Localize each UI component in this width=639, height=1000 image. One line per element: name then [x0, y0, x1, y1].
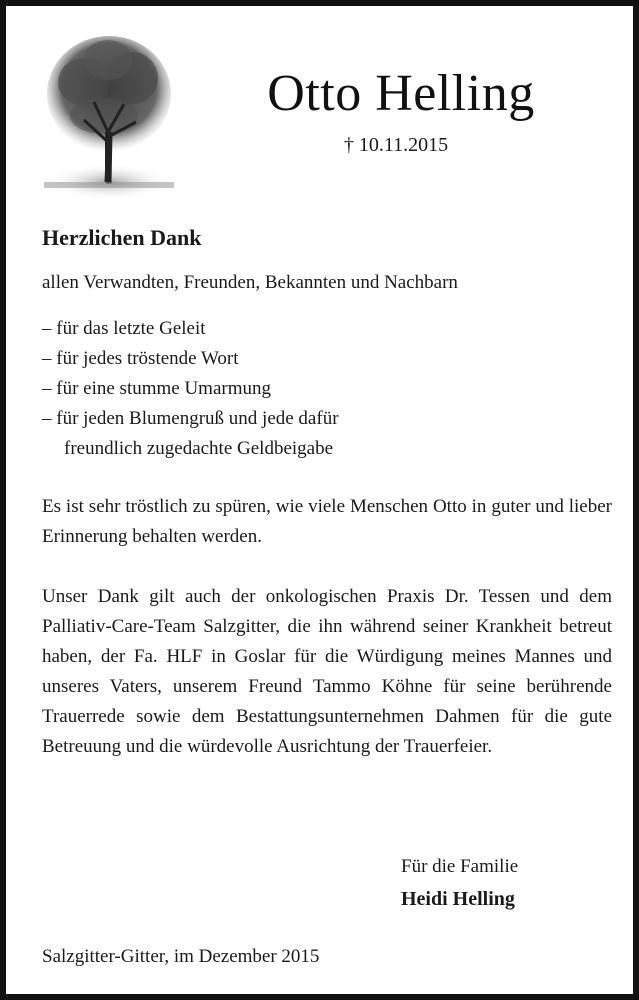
- thanks-item: – für jedes tröstende Wort: [42, 348, 239, 369]
- death-date: † 10.11.2015: [343, 134, 449, 156]
- tree-image: [44, 32, 174, 202]
- signature-name: Heidi Helling: [401, 888, 515, 910]
- deceased-name: Otto Helling: [267, 65, 535, 122]
- paragraph-acknowledgements: Unser Dank gilt auch der onkologischen Praxis Dr. Tessen und dem Palliativ-Care-Team Salzgitter, die ihn während seiner Krankheit betreut haben, der Fa. HLF in Goslar für die Würdigung meines Mannes und unseres Vaters, unserem Freund Tammo Köhne für seine berührende Trauerrede sowie dem Bestattungsunternehmen Dahmen für die gute Betreuung und die würdevolle Ausrichtung der Trauerfeier.: [42, 586, 612, 757]
- paragraph-comfort: Es ist sehr tröstlich zu spüren, wie viele Menschen Otto in guter und lieber Erinnerung behalten werden.: [42, 496, 612, 547]
- thanks-item: – für eine stumme Umarmung: [42, 378, 272, 399]
- signature-intro: Für die Familie: [401, 856, 519, 877]
- thanks-item: – für das letzte Geleit: [42, 318, 206, 339]
- intro-line: allen Verwandten, Freunden, Bekannten und Nachbarn: [42, 272, 458, 293]
- heading: Herzlichen Dank: [42, 225, 202, 250]
- thanks-item-continuation: freundlich zugedachte Geldbeigabe: [64, 438, 334, 459]
- thanks-item: – für jeden Blumengruß und jede dafür: [42, 408, 339, 429]
- place-date: Salzgitter-Gitter, im Dezember 2015: [42, 946, 320, 967]
